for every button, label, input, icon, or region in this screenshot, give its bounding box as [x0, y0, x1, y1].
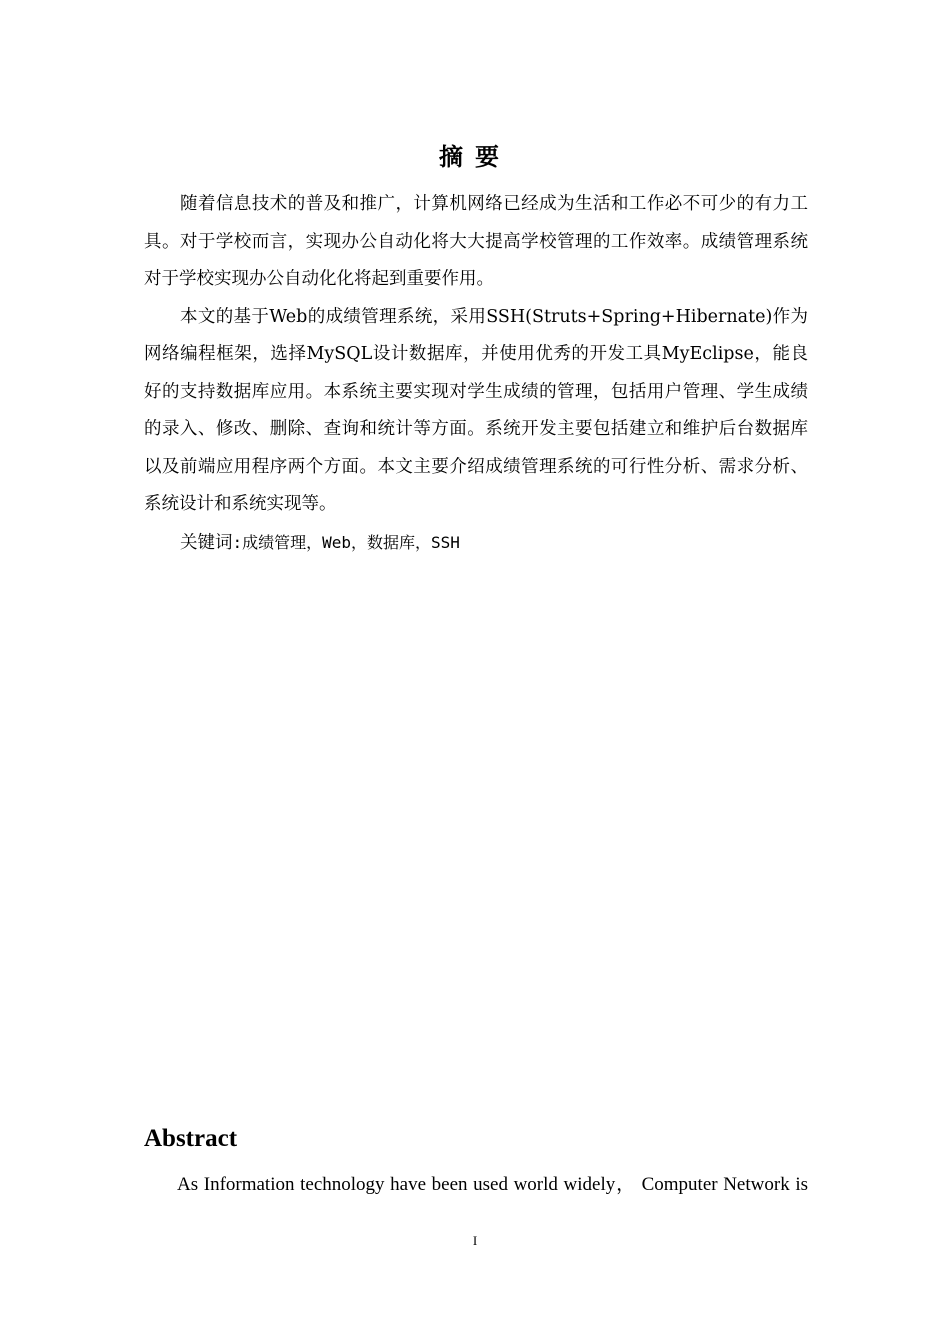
keywords-text: :成绩管理，Web，数据库，SSH [232, 532, 460, 552]
abstract-cn-body [144, 186, 808, 562]
abstract-en-first-line: As Information technology have been used world widely， Computer Network is [177, 1174, 808, 1195]
abstract-cn-paragraph-2: 本文的基于Web的成绩管理系统，采用SSH(Struts+Spring+Hibernate)作为网络编程框架，选择MySQL设计数据库，并使用优秀的开发工具MyEclipse，能良好的支持数据库应用。本系统主要实现对学生成绩的管理，包括用户管理、学生成绩的录入、修改、删除、查询和统计等方面。系统开发主要包括建立和维护后台数据库以及前端应用程序两个方面。本文主要介绍成绩管理系统的可行性分析、需求分析、系统设计和系统实现等。 [144, 306, 808, 514]
keywords-line [144, 524, 808, 563]
abstract-cn-title: 摘要 [439, 143, 511, 171]
abstract-cn-paragraph-1: 随着信息技术的普及和推广，计算机网络已经成为生活和工作必不可少的有力工具。对于学校而言，实现办公自动化将大大提高学校管理的工作效率。成绩管理系统对于学校实现办公自动化化将起到重要作用。 [144, 194, 808, 289]
keywords-label: 关键词 [180, 532, 233, 553]
page-number: I [472, 1233, 478, 1248]
abstract-en-title: Abstract [144, 1125, 238, 1152]
